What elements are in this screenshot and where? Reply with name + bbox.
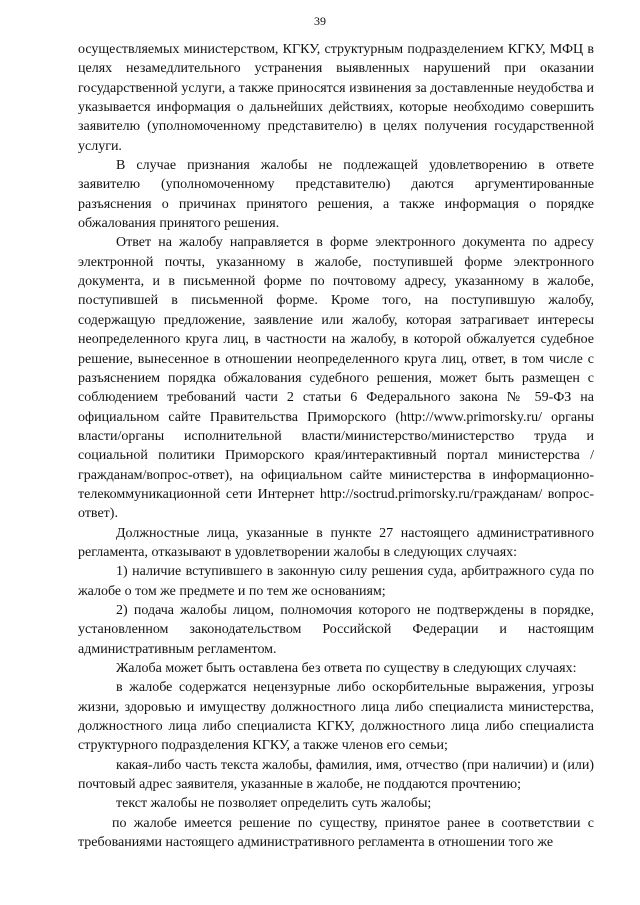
- list-item-2: 2) подача жалобы лицом, полномочия которого не подтверждены в порядке, установленном законодательством Российской Федерации и настоящим административным регламентом.: [78, 602, 594, 657]
- paragraph-2: В случае признания жалобы не подлежащей удовлетворению в ответе заявителю (уполномоченному представителю) даются аргументированные разъяснения о причинах принятого решения, а также информация о порядке обжалования принятого решения.: [78, 158, 594, 232]
- paragraph-5: Жалоба может быть оставлена без ответа по существу в следующих случаях:: [116, 661, 577, 676]
- page-number: 39: [314, 14, 326, 28]
- body-text: [78, 40, 594, 852]
- case-item-2: какая-либо часть текста жалобы, фамилия, имя, отчество (при наличии) и (или) почтовый адрес заявителя, указанные в жалобе, не поддаются прочтению;: [78, 757, 594, 793]
- case-item-3: текст жалобы не позволяет определить суть жалобы;: [116, 796, 432, 812]
- list-item-1: 1) наличие вступившего в законную силу решения суда, арбитражного суда по жалобе о том же предмете и по тем же основаниям;: [78, 564, 594, 599]
- paragraph-4: Должностные лица, указанные в пункте 27 настоящего административного регламента, отказывают в удовлетворении жалобы в следующих случаях:: [78, 525, 594, 560]
- case-item-4: по жалобе имеется решение по существу, принятое ранее в соответствии с требованиями настоящего административного регламента в отношении того же: [78, 815, 594, 851]
- case-item-1: в жалобе содержатся нецензурные либо оскорбительные выражения, угрозы жизни, здоровью и имуществу должностного лица либо специалиста министерства, должностного лица либо специалиста КГКУ, должностного лица либо специалиста структурного подразделения КГКУ, а также членов его семьи;: [78, 680, 594, 754]
- paragraph-3: Ответ на жалобу направляется в форме электронного документа по адресу электронной почты, указанному в жалобе, поступившей форме электронного документа, и в письменной форме по почтовому адресу, указанному в жалобе, поступившей в письменной форме. Кроме того, на поступившую жалобу, содержащую предложение, заявление или жалобу, которая затрагивает интересы неопределенного круга лиц, в частности на жалобу, в которой обжалуется судебное решение, вынесенное в отношении неопределенного круга лиц, ответ, в том числе с разъяснением порядка обжалования судебного решения, может быть размещен с соблюдением требований части 2 статьи 6 Федерального закона № 59-ФЗ на официальном сайте Правительства Приморского (http://www.primorsky.ru/ органы власти/органы исполнительной власти/министерство/министерство труда и социальной политики Приморского края/интерактивный портал министерства /гражданам/вопрос-ответ), на официальном сайте министерства в информационно-телекоммуникационной сети Интернет http://soctrud.primorsky.ru/гражданам/ вопрос-ответ).: [78, 235, 594, 522]
- paragraph-1: осуществляемых министерством, КГКУ, структурным подразделением КГКУ, МФЦ в целях незамедлительного устранения выявленных нарушений при оказании государственной услуги, а также приносятся извинения за доставленные неудобства и указывается информация о дальнейших действиях, которые необходимо совершить заявителю (уполномоченному представителю) в целях получения государственной услуги.: [78, 42, 594, 154]
